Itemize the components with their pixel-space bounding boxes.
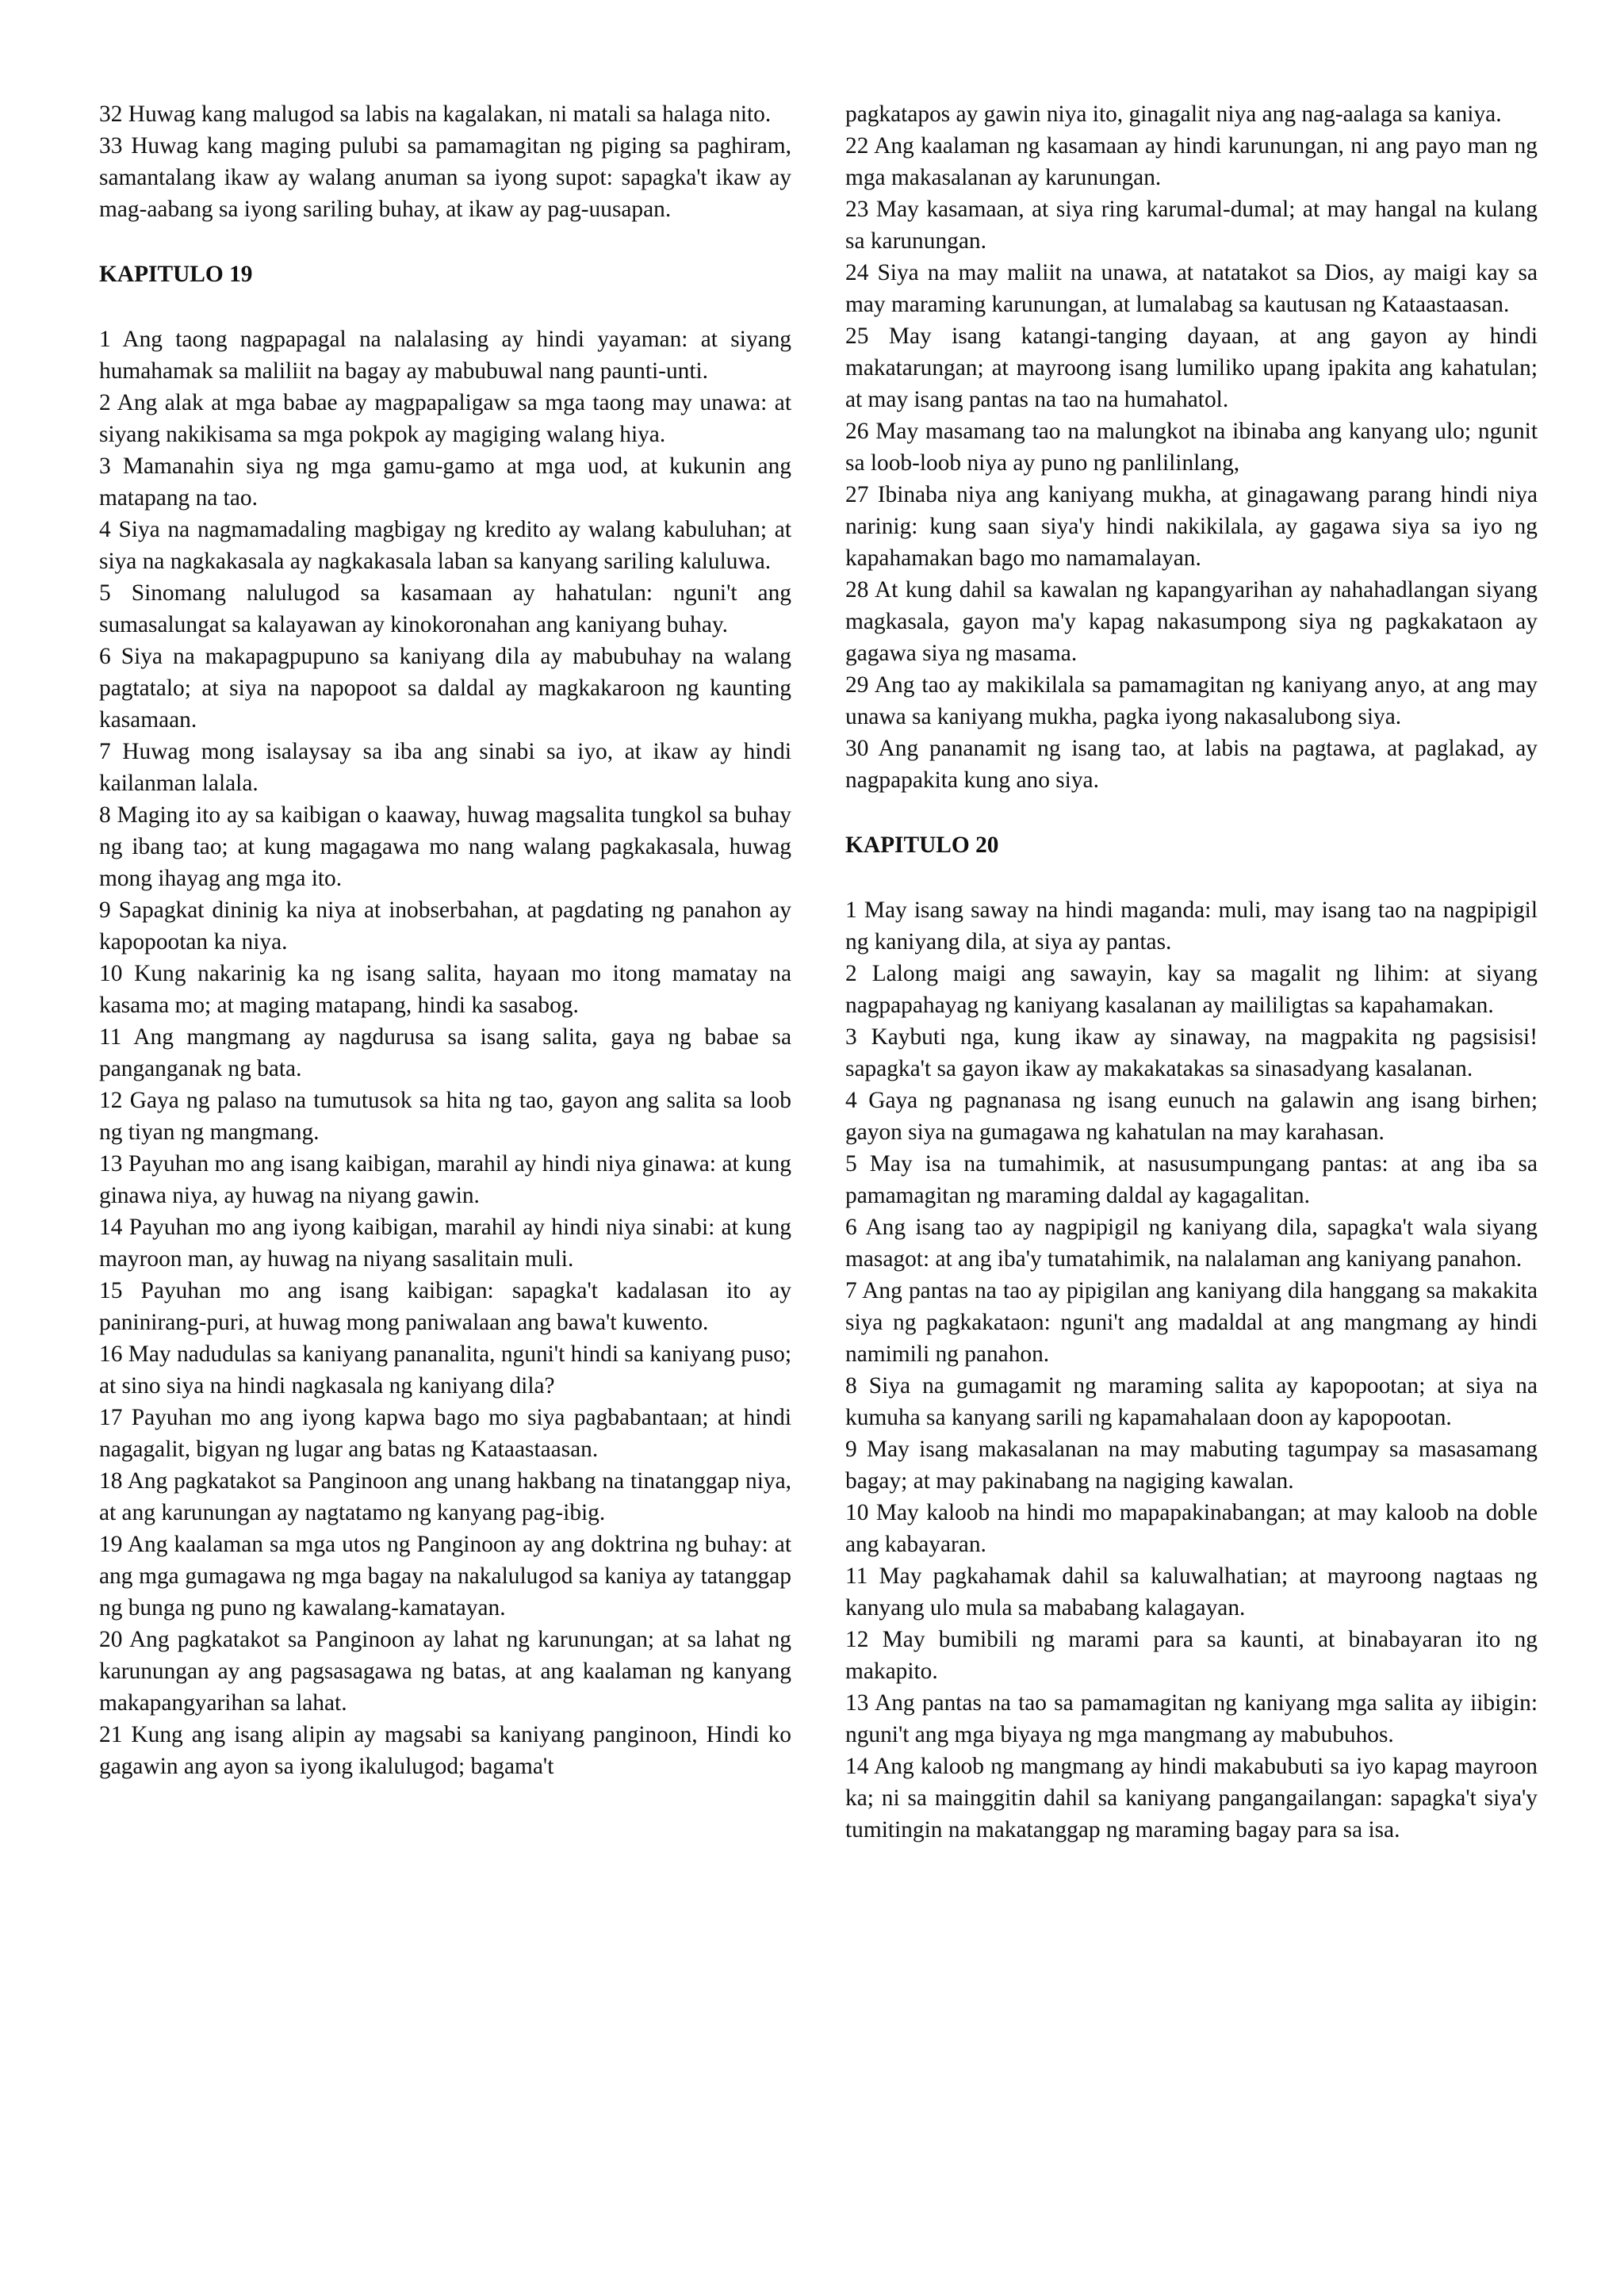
verse-paragraph: 30 Ang pananamit ng isang tao, at labis na pagtawa, at paglakad, ay nagpapakita kung ano siya. xyxy=(845,736,1538,793)
verse-paragraph: 8 Siya na gumagamit ng maraming salita ay kapopootan; at siya na kumuha sa kanyang sarili ng kapamahalaan doon ay kapopootan. xyxy=(845,1373,1538,1430)
verse-paragraph: 12 Gaya ng palaso na tumutusok sa hita ng tao, gayon ang salita sa loob ng tiyan ng mangmang. xyxy=(99,1088,791,1145)
verse-paragraph: 9 Sapagkat dininig ka niya at inobserbahan, at pagdating ng panahon ay kapopootan ka niya. xyxy=(99,897,791,955)
verse-paragraph: 24 Siya na may maliit na unawa, at natatakot sa Dios, ay maigi kay sa may maraming karunungan, at lumalabag sa kautusan ng Kataastaasan. xyxy=(845,260,1538,317)
verse-paragraph: 14 Ang kaloob ng mangmang ay hindi makabubuti sa iyo kapag mayroon ka; ni sa mainggitin dahil sa kaniyang pangangailangan: sapagka't siya'y tumitingin na makatanggap ng maraming bagay para sa isa. xyxy=(845,1754,1538,1843)
verse-paragraph: 2 Lalong maigi ang sawayin, kay sa magalit ng lihim: at siyang nagpapahayag ng kaniyang kasalanan ay maililigtas sa kapahamakan. xyxy=(845,961,1538,1018)
verse-paragraph: 10 May kaloob na hindi mo mapapakinabangan; at may kaloob na doble ang kabayaran. xyxy=(845,1500,1538,1557)
left-column xyxy=(99,98,791,2296)
verse-paragraph: 7 Ang pantas na tao ay pipigilan ang kaniyang dila hanggang sa makakita siya ng pagkakataon: nguni't ang madaldal at ang mangmang ay hindi namimili ng panahon. xyxy=(845,1278,1538,1367)
verse-paragraph: 15 Payuhan mo ang isang kaibigan: sapagka't kadalasan ito ay paninirang-puri, at huwag mong paniwalaan ang bawa't kuwento. xyxy=(99,1278,791,1335)
verse-paragraph: 14 Payuhan mo ang iyong kaibigan, marahil ay hindi niya sinabi: at kung mayroon man, ay huwag na niyang sasalitain muli. xyxy=(99,1215,791,1272)
verse-paragraph: 32 Huwag kang malugod sa labis na kagalakan, ni matali sa halaga nito. xyxy=(99,101,772,127)
verse-paragraph: 2 Ang alak at mga babae ay magpapaligaw sa mga taong may unawa: at siyang nakikisama sa mga pokpok ay magiging walang hiya. xyxy=(99,390,791,447)
verse-paragraph: 20 Ang pagkatakot sa Panginoon ay lahat ng karunungan; at sa lahat ng karunungan ay ang pagsasagawa ng batas, at ang kaalaman ng kanyang makapangyarihan sa lahat. xyxy=(99,1627,791,1716)
verse-paragraph: 26 May masamang tao na malungkot na ibinaba ang kanyang ulo; ngunit sa loob-loob niya ay puno ng panlilinlang, xyxy=(845,419,1538,476)
verse-paragraph: 11 May pagkahamak dahil sa kaluwalhatian; at mayroong nagtaas ng kanyang ulo mula sa mababang kalagayan. xyxy=(845,1563,1538,1621)
verse-paragraph: 3 Mamanahin siya ng mga gamu-gamo at mga uod, at kukunin ang matapang na tao. xyxy=(99,453,791,511)
verse-paragraph: pagkatapos ay gawin niya ito, ginagalit niya ang nag-aalaga sa kaniya. xyxy=(845,101,1502,127)
verse-paragraph: 5 Sinomang nalulugod sa kasamaan ay hahatulan: nguni't ang sumasalungat sa kalayawan ay kinokoronahan ang kaniyang buhay. xyxy=(99,580,791,637)
verse-paragraph: 4 Gaya ng pagnanasa ng isang eunuch na galawin ang isang birhen; gayon siya na gumagawa ng kahatulan na may karahasan. xyxy=(845,1088,1538,1145)
verse-paragraph: 6 Ang isang tao ay nagpipigil ng kaniyang dila, sapagka't wala siyang masagot: at ang iba'y tumatahimik, na nalalaman ang kaniyang panahon. xyxy=(845,1215,1538,1272)
verse-paragraph: 29 Ang tao ay makikilala sa pamamagitan ng kaniyang anyo, at ang may unawa sa kaniyang mukha, pagka iyong nakasalubong siya. xyxy=(845,672,1538,729)
verse-paragraph: 3 Kaybuti nga, kung ikaw ay sinaway, na magpakita ng pagsisisi! sapagka't sa gayon ikaw ay makakatakas sa sinasadyang kasalanan. xyxy=(845,1024,1538,1081)
verse-paragraph: 23 May kasamaan, at siya ring karumal-dumal; at may hangal na kulang sa karunungan. xyxy=(845,197,1538,254)
verse-paragraph: 9 May isang makasalanan na may mabuting tagumpay sa masasamang bagay; at may pakinabang na nagiging kawalan. xyxy=(845,1437,1538,1494)
verse-paragraph: 33 Huwag kang maging pulubi sa pamamagitan ng piging sa paghiram, samantalang ikaw ay walang anuman sa iyong supot: sapagka't ikaw ay mag-aabang sa iyong sariling buhay, at ikaw ay pag-uusapan. xyxy=(99,133,791,222)
verse-paragraph: 5 May isa na tumahimik, at nasusumpungang pantas: at ang iba sa pamamagitan ng maraming daldal ay kagagalitan. xyxy=(845,1151,1538,1208)
verse-paragraph: 13 Payuhan mo ang isang kaibigan, marahil ay hindi niya ginawa: at kung ginawa niya, ay huwag na niyang gawin. xyxy=(99,1151,791,1208)
verse-paragraph: 13 Ang pantas na tao sa pamamagitan ng kaniyang mga salita ay iibigin: nguni't ang mga biyaya ng mga mangmang ay mabubuhos. xyxy=(845,1690,1538,1747)
verse-paragraph: 10 Kung nakarinig ka ng isang salita, hayaan mo itong mamatay na kasama mo; at maging matapang, hindi ka sasabog. xyxy=(99,961,791,1018)
verse-paragraph: 16 May nadudulas sa kaniyang pananalita, nguni't hindi sa kaniyang puso; at sino siya na hindi nagkasala ng kaniyang dila? xyxy=(99,1341,791,1399)
verse-paragraph: 1 May isang saway na hindi maganda: muli, may isang tao na nagpipigil ng kaniyang dila, at siya ay pantas. xyxy=(845,897,1538,955)
verse-paragraph: 19 Ang kaalaman sa mga utos ng Panginoon ay ang doktrina ng buhay: at ang mga gumagawa ng mga bagay na nakalulugod sa kaniya ay tatanggap ng bunga ng puno ng kawalang-kamatayan. xyxy=(99,1532,791,1621)
verse-paragraph: 28 At kung dahil sa kawalan ng kapangyarihan ay nahahadlangan siyang magkasala, gayon ma'y kapag nakasumpong siya ng pagkakataon ay gagawa siya ng masama. xyxy=(845,577,1538,666)
verse-paragraph: 11 Ang mangmang ay nagdurusa sa isang salita, gaya ng babae sa panganganak ng bata. xyxy=(99,1024,791,1081)
verse-paragraph: 21 Kung ang isang alipin ay magsabi sa kaniyang panginoon, Hindi ko gagawin ang ayon sa iyong ikalulugod; bagama't xyxy=(99,1722,791,1779)
chapter-heading: KAPITULO 19 xyxy=(99,262,253,287)
verse-paragraph: 7 Huwag mong isalaysay sa iba ang sinabi sa iyo, at ikaw ay hindi kailanman lalala. xyxy=(99,739,791,796)
verse-paragraph: 12 May bumibili ng marami para sa kaunti, at binabayaran ito ng makapito. xyxy=(845,1627,1538,1684)
verse-paragraph: 25 May isang katangi-tanging dayaan, at ang gayon ay hindi makatarungan; at mayroong isang lumiliko upang ipakita ang kahatulan; at may isang pantas na tao na humahatol. xyxy=(845,323,1538,412)
verse-paragraph: 1 Ang taong nagpapagal na nalalasing ay hindi yayaman: at siyang humahamak sa maliliit na bagay ay mabubuwal nang paunti-unti. xyxy=(99,327,791,384)
verse-paragraph: 18 Ang pagkatakot sa Panginoon ang unang hakbang na tinatanggap niya, at ang karunungan ay nagtatamo ng kanyang pag-ibig. xyxy=(99,1468,791,1525)
chapter-heading: KAPITULO 20 xyxy=(845,832,999,858)
right-column xyxy=(845,98,1538,2296)
verse-paragraph: 17 Payuhan mo ang iyong kapwa bago mo siya pagbabantaan; at hindi nagagalit, bigyan ng lugar ang batas ng Kataastaasan. xyxy=(99,1405,791,1462)
verse-paragraph: 27 Ibinaba niya ang kaniyang mukha, at ginagawang parang hindi niya narinig: kung saan siya'y hindi nakikilala, ay gagawa siya sa iyo ng kapahamakan bago mo namamalayan. xyxy=(845,482,1538,571)
verse-paragraph: 8 Maging ito ay sa kaibigan o kaaway, huwag magsalita tungkol sa buhay ng ibang tao; at kung magagawa mo nang walang pagkakasala, huwag mong ihayag ang mga ito. xyxy=(99,802,791,891)
verse-paragraph: 6 Siya na makapagpupuno sa kaniyang dila ay mabubuhay na walang pagtatalo; at siya na napopoot sa daldal ay magkakaroon ng kaunting kasamaan. xyxy=(99,644,791,733)
verse-paragraph: 22 Ang kaalaman ng kasamaan ay hindi karunungan, ni ang payo man ng mga makasalanan ay karunungan. xyxy=(845,133,1538,190)
verse-paragraph: 4 Siya na nagmamadaling magbigay ng kredito ay walang kabuluhan; at siya na nagkakasala ay nagkakasala laban sa kanyang sariling kaluluwa. xyxy=(99,517,791,574)
